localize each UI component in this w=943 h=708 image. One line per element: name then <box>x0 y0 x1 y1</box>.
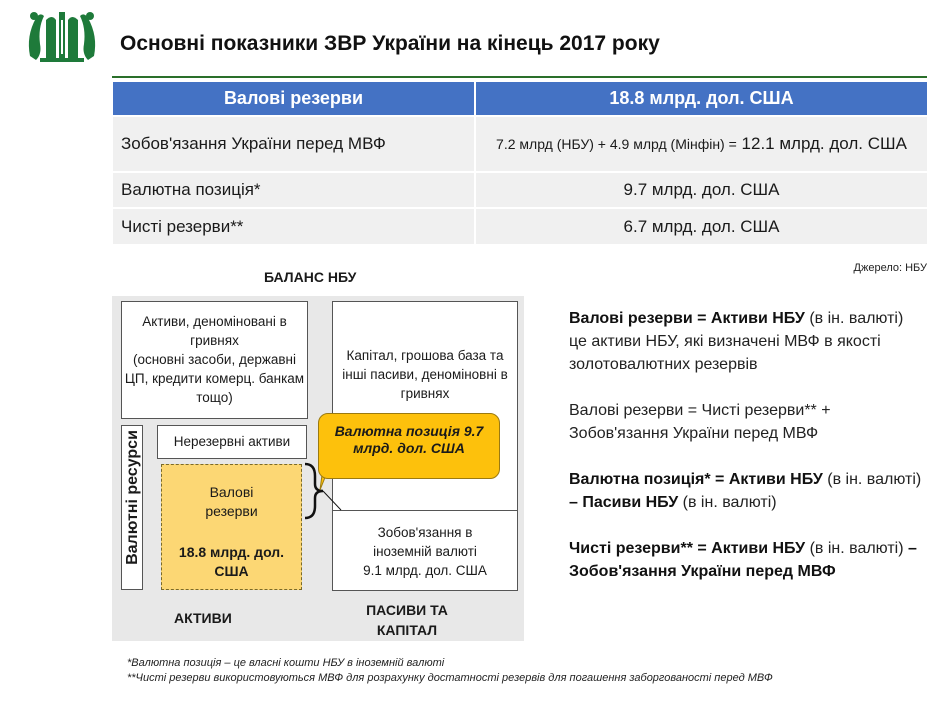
foreign-liabilities-box <box>332 510 518 591</box>
uah-assets-detail: (основні засоби, державні ЦП, кредити комерц. банкам тощо) <box>124 352 305 405</box>
nonreserve-assets-box: Нерезервні активи <box>157 425 307 459</box>
row-value: 9.7 млрд. дол. США <box>475 172 927 208</box>
row-detail: 7.2 млрд (НБУ) + 4.9 млрд (Мінфін) = <box>496 136 737 152</box>
reserves-summary-table <box>113 82 927 244</box>
table-row <box>113 116 927 172</box>
definition-gross-note: (в ін. валюті) <box>809 310 904 327</box>
definition-net <box>569 537 929 583</box>
definition-net-formula-2: – Зобов'язання України перед МВФ <box>569 540 917 580</box>
row-value: 6.7 млрд. дол. США <box>475 208 927 244</box>
title-divider <box>112 76 927 78</box>
definition-gross-formula: Валові резерви = Активи НБУ <box>569 310 805 327</box>
footnote-1: *Валютна позиція – це власні кошти НБУ в іноземній валюті <box>127 657 445 669</box>
row-label: Валютна позиція* <box>113 172 475 208</box>
definition-fx-formula: Валютна позиція* = Активи НБУ <box>569 471 823 488</box>
diagram-title: БАЛАНС НБУ <box>264 269 357 285</box>
header-label: Валові резерви <box>113 82 475 116</box>
gross-reserves-box <box>161 464 302 590</box>
capital-box: Капітал, грошова база та інші пасиви, деноміновні в гривнях <box>332 301 518 511</box>
row-value-text: 12.1 млрд. дол. США <box>741 134 907 153</box>
foreign-liabilities-value: 9.1 млрд. дол. США <box>363 563 487 578</box>
definition-fx-formula-2: – Пасиви НБУ <box>569 494 679 511</box>
definition-gross <box>569 307 929 376</box>
currency-resources-label: Валютні ресурси <box>124 430 141 565</box>
uah-assets-title: Активи, деноміновані в гривнях <box>142 314 287 348</box>
uah-assets-box <box>121 301 308 419</box>
nbu-logo-icon <box>22 6 102 66</box>
definition-fx-note-2: (в ін. валюті) <box>682 494 777 511</box>
gross-reserves-label: Валові резерви <box>205 484 258 519</box>
definition-fx-note: (в ін. валюті) <box>827 471 922 488</box>
page-title: Основні показники ЗВР України на кінець 2017 року <box>120 32 660 55</box>
foreign-liabilities-label: Зобов'язання в іноземній валюті <box>373 525 477 559</box>
table-row <box>113 208 927 244</box>
table-row <box>113 172 927 208</box>
definition-net-formula: Чисті резерви** = Активи НБУ <box>569 540 806 557</box>
definition-gross-alt: Валові резерви = Чисті резерви** + Зобов'язання України перед МВФ <box>569 402 831 442</box>
table-header-row <box>113 82 927 116</box>
footnote-2: **Чисті резерви використовуються МВФ для розрахунку достатності резервів для погашення заборгованості перед МВФ <box>127 672 773 684</box>
definitions-panel <box>569 307 929 606</box>
definition-net-note: (в ін. валюті) <box>809 540 904 557</box>
row-label: Чисті резерви** <box>113 208 475 244</box>
liabilities-label: ПАСИВИ ТА КАПІТАЛ <box>366 602 448 638</box>
header-value: 18.8 млрд. дол. США <box>475 82 927 116</box>
row-value <box>475 116 927 172</box>
source-note: Джерело: НБУ <box>853 262 927 274</box>
fx-position-callout: Валютна позиція 9.7 млрд. дол. США <box>318 413 500 479</box>
assets-label: АКТИВИ <box>174 610 232 626</box>
gross-reserves-value: 18.8 млрд. дол. США <box>178 544 285 579</box>
definition-gross-text: це активи НБУ, які визначені МВФ в якості золотовалютних резервів <box>569 333 881 373</box>
row-label: Зобов'язання України перед МВФ <box>113 116 475 172</box>
definition-fx-position <box>569 468 929 514</box>
footnotes <box>127 656 847 686</box>
